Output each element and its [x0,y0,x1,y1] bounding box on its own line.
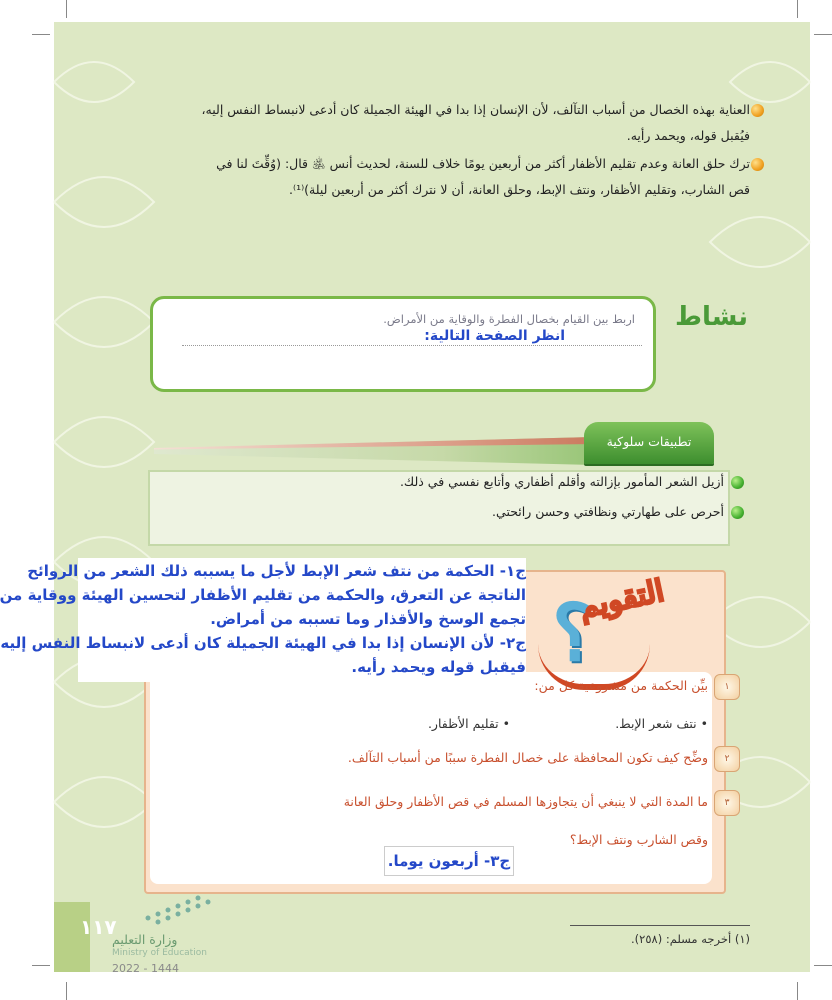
activity-box [150,296,656,392]
footnote: (١) أخرجه مسلم: (٢٥٨). [631,932,750,946]
paragraph-line: قص الشارب، وتقليم الأظفار، ونتف الإبط، وحلق العانة، أن لا نترك أكثر من أربعين ليلة)⁽¹⁾. [289,182,750,197]
question-2: وضِّح كيف تكون المحافظة على خصال الفطرة سببًا من أسباب التآلف. [347,750,708,765]
question-number-icon: ١ [714,674,740,700]
activity-prompt: اربط بين القيام بخصال الفطرة والوقاية من الأمراض. [383,312,635,326]
evaluation-title: التقويم [576,573,668,626]
crop-mark [32,34,50,35]
answer-line: ج١- الحكمة من نتف شعر الإبط لأجل ما يسببه ذلك الشعر من الروائح [27,562,526,580]
paragraph-line: ترك حلق العانة وعدم تقليم الأظفار أكثر من أربعين يومًا خلاف للسنة، لحديث أنس ﵁ قال: (وُقِّتَ لنا في [216,156,750,171]
answer-line: تجمع الوسخ والأقذار وما تسببه من أمراض. [210,610,526,628]
question-3-answer: ج٣- أربعون يوما. [384,846,514,876]
question-number-icon: ٣ [714,790,740,816]
textbook-page [0,22,810,975]
bullet-icon [731,506,744,519]
question-mark-icon: ؟ [552,588,594,679]
footnote-rule [570,925,750,926]
answer-line: فيقبل قوله ويحمد رأيه. [351,658,526,676]
question-1: بيِّن الحكمة من مشروعية كل من: [534,678,708,693]
crop-mark [814,965,832,966]
crop-mark [814,34,832,35]
ministry-name-en: Ministry of Education [112,948,207,958]
crop-mark [66,982,67,1000]
ministry-year: 2022 - 1444 [112,962,179,975]
applications-tab: تطبيقات سلوكية [584,422,714,464]
bullet-icon [731,476,744,489]
page-number: ١١٧ [80,915,117,939]
question-1-option: • نتف شعر الإبط. [615,716,708,731]
answer-line: ج٢- لأن الإنسان إذا بدا في الهيئة الجميلة كان أدعى لانبساط النفس إليه [0,634,526,652]
activity-title: نشاط [675,302,748,332]
answers-overlay [0,558,526,682]
crop-mark [66,0,67,18]
answer-line: الناتجة عن التعرق، والحكمة من تقليم الأظفار لتحسين الهيئة ووقاية من [0,586,526,604]
paragraph-line: العناية بهذه الخصال من أسباب التآلف، لأن الإنسان إذا بدا في الهيئة الجميلة كان أدعى لانبساط النفس إليه، [201,102,750,117]
dotted-line [182,345,642,346]
bullet-icon [751,104,764,117]
question-1-option: • تقليم الأظفار. [427,716,510,731]
paragraph-line: فيُقبل قوله، ويحمد رأيه. [626,128,750,143]
question-3: وقص الشارب ونتف الإبط؟ [569,832,708,847]
activity-answer: انظر الصفحة التالية: [424,328,565,344]
application-item: أحرص على طهارتي ونظافتي وحسن رائحتي. [492,504,724,519]
ministry-name: وزارة التعليم [112,932,178,947]
crop-mark [797,982,798,1000]
question-3: ما المدة التي لا ينبغي أن يتجاوزها المسلم في قص الأظفار وحلق العانة [343,794,708,809]
crop-mark [797,0,798,18]
application-item: أزيل الشعر المأمور بإزالته وأقلم أظفاري وأتابع نفسي في ذلك. [399,474,724,489]
question-number-icon: ٢ [714,746,740,772]
crop-mark [32,965,50,966]
bullet-icon [751,158,764,171]
ministry-logo [138,888,228,928]
